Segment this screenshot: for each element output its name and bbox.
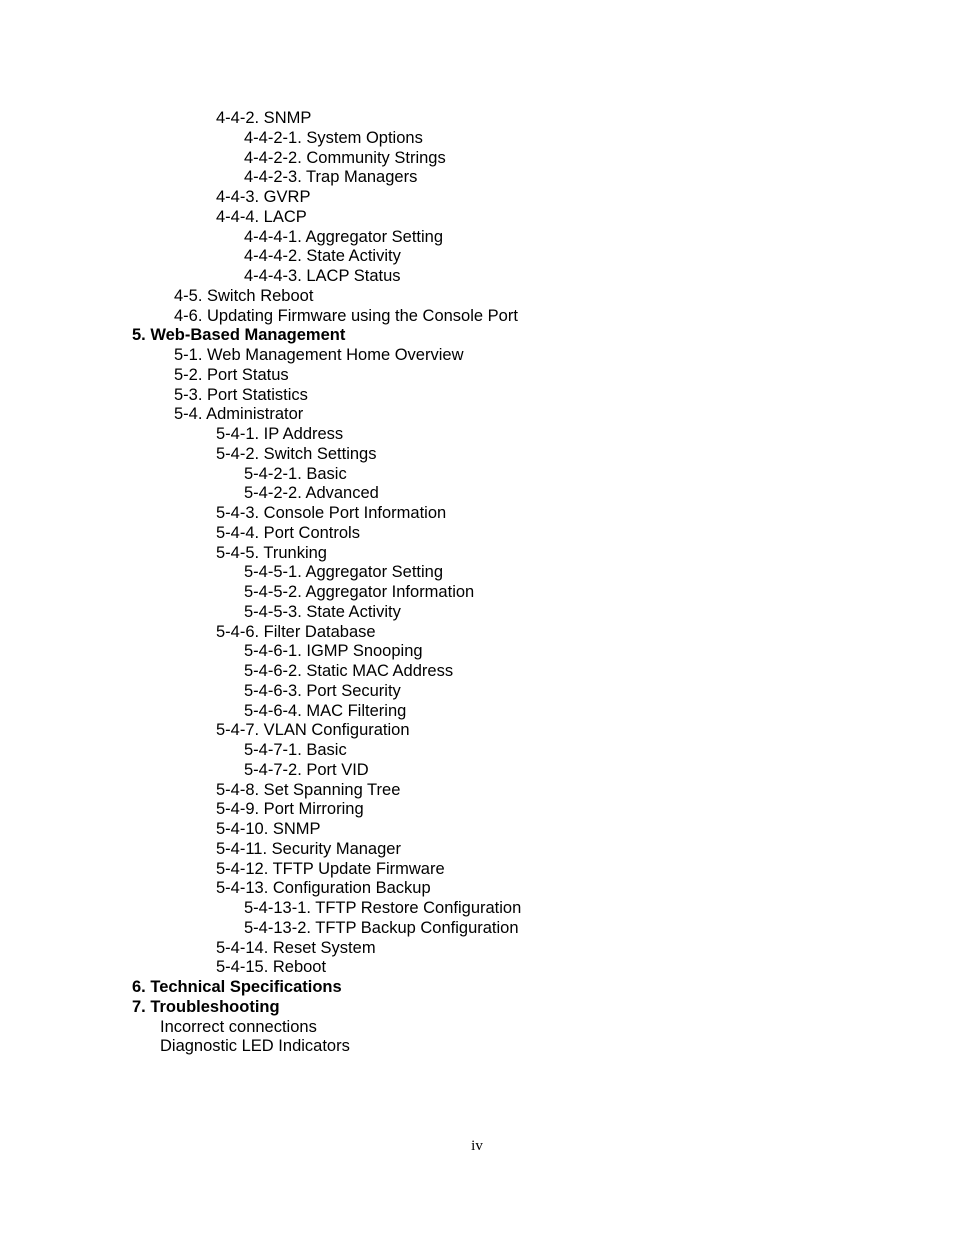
toc-entry: 5-4-9. Port Mirroring — [216, 800, 364, 819]
toc-entry: 5-4. Administrator — [174, 405, 304, 424]
toc-entry: 5-4-6. Filter Database — [216, 622, 376, 641]
toc-entry: 5-2. Port Status — [174, 365, 289, 384]
toc-entry: 4-5. Switch Reboot — [174, 286, 314, 305]
toc-entry: 5-4-4. Port Controls — [216, 523, 360, 542]
toc-entry: Incorrect connections — [160, 1017, 317, 1036]
toc-entry: 4-4-4-1. Aggregator Setting — [244, 227, 444, 246]
page-number: iv — [471, 1138, 483, 1154]
toc-entry: 4-4-2-2. Community Strings — [244, 148, 446, 167]
toc-entry: 5-4-14. Reset System — [216, 938, 376, 957]
toc-entry: 5-4-13. Configuration Backup — [216, 879, 431, 898]
toc-section-heading: 7. Troubleshooting — [132, 997, 280, 1016]
toc-entry: 5-4-8. Set Spanning Tree — [216, 780, 401, 799]
toc-entry: 5-4-6-3. Port Security — [244, 681, 401, 700]
toc-entry: 4-4-4-3. LACP Status — [244, 267, 401, 285]
toc-entry: 5-4-6-4. MAC Filtering — [244, 701, 407, 720]
toc-entry: 5-4-6-2. Static MAC Address — [244, 662, 454, 680]
toc-entry: 4-4-4-2. State Activity — [244, 247, 401, 266]
toc-entry: 5-4-6-1. IGMP Snooping — [244, 642, 423, 661]
table-of-contents — [0, 109, 954, 1057]
toc-entry: 5-4-5. Trunking — [216, 543, 327, 562]
toc-entry: 4-4-2. SNMP — [216, 109, 312, 127]
toc-entry: 5-4-5-3. State Activity — [244, 602, 401, 621]
toc-entry: 4-4-3. GVRP — [216, 188, 311, 206]
toc-entry: 5-4-1. IP Address — [216, 425, 344, 443]
toc-entry: 5-4-15. Reboot — [216, 958, 327, 977]
toc-entry: 5-4-7-2. Port VID — [244, 760, 369, 779]
toc-entry: 5-4-13-1. TFTP Restore Configuration — [244, 899, 522, 917]
toc-entry: Diagnostic LED Indicators — [160, 1037, 350, 1056]
toc-entry: 4-4-2-1. System Options — [244, 128, 423, 147]
toc-section-heading: 6. Technical Specifications — [132, 978, 342, 996]
toc-entry: 5-4-2-2. Advanced — [244, 484, 379, 503]
toc-entry: 5-3. Port Statistics — [174, 385, 308, 404]
toc-entry: 5-4-3. Console Port Information — [216, 504, 447, 522]
toc-entry: 5-4-2. Switch Settings — [216, 444, 377, 463]
toc-entry: 5-4-13-2. TFTP Backup Configuration — [244, 918, 519, 937]
toc-entry: 4-4-2-3. Trap Managers — [244, 168, 418, 187]
toc-entry: 4-6. Updating Firmware using the Console Port — [174, 306, 518, 325]
toc-entry: 5-4-5-2. Aggregator Information — [244, 583, 475, 601]
toc-entry: 5-4-7. VLAN Configuration — [216, 721, 410, 740]
toc-entry: 5-4-2-1. Basic — [244, 464, 347, 483]
toc-entry: 5-4-12. TFTP Update Firmware — [216, 859, 445, 878]
toc-entry: 5-4-5-1. Aggregator Setting — [244, 563, 444, 582]
toc-entry: 5-4-7-1. Basic — [244, 741, 347, 759]
toc-entry: 5-1. Web Management Home Overview — [174, 346, 464, 364]
toc-section-heading: 5. Web-Based Management — [132, 326, 346, 345]
toc-entry: 5-4-11. Security Manager — [216, 839, 401, 858]
toc-entry: 4-4-4. LACP — [216, 207, 307, 226]
toc-entry: 5-4-10. SNMP — [216, 820, 321, 838]
